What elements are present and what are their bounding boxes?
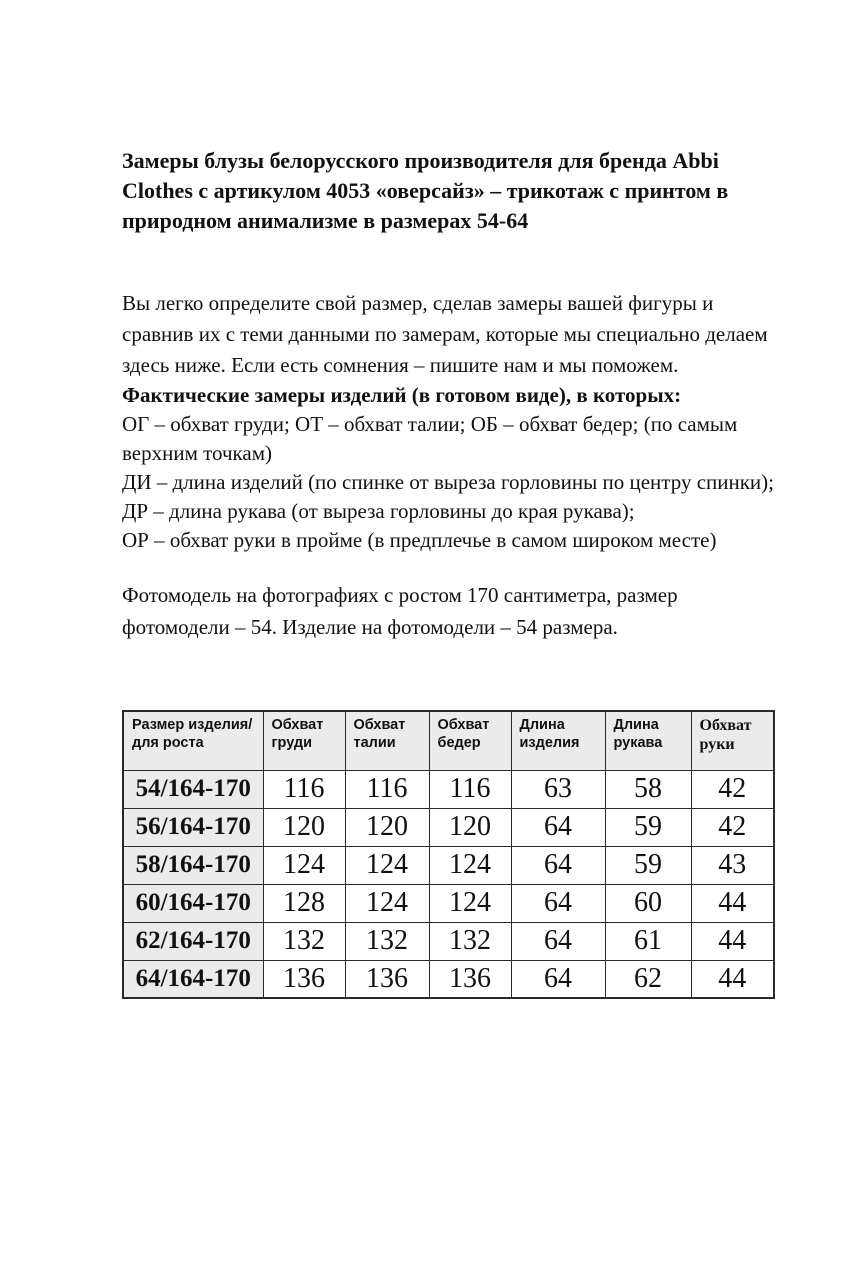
measurement-value-cell: 44 — [691, 884, 774, 922]
measurement-value-cell: 136 — [345, 960, 429, 998]
table-row — [123, 960, 774, 998]
measurement-value-cell: 64 — [511, 846, 605, 884]
definition-or: ОР – обхват руки в пройме (в предплечье в самом широком месте) — [122, 528, 717, 552]
measurement-value-cell: 64 — [511, 960, 605, 998]
header-chest-girth: Обхват груди — [263, 711, 345, 770]
measurement-value-cell: 120 — [263, 808, 345, 846]
measurement-value-cell: 132 — [429, 922, 511, 960]
measurement-value-cell: 59 — [605, 808, 691, 846]
measurement-value-cell: 60 — [605, 884, 691, 922]
measurement-value-cell: 116 — [429, 770, 511, 808]
size-table-body — [123, 770, 774, 998]
measurement-value-cell: 44 — [691, 922, 774, 960]
measurement-value-cell: 116 — [345, 770, 429, 808]
size-label-cell: 54/164-170 — [123, 770, 263, 808]
measurements-heading: Фактические замеры изделий (в готовом виде), в которых: — [122, 383, 682, 407]
measurement-value-cell: 59 — [605, 846, 691, 884]
measurement-value-cell: 116 — [263, 770, 345, 808]
size-label-cell: 62/164-170 — [123, 922, 263, 960]
measurement-value-cell: 128 — [263, 884, 345, 922]
measurement-value-cell: 64 — [511, 922, 605, 960]
table-row — [123, 770, 774, 808]
header-arm-girth: Обхват руки — [691, 711, 774, 770]
measurement-value-cell: 62 — [605, 960, 691, 998]
model-note: Фотомодель на фотографиях с ростом 170 сантиметра, размер фотомодели – 54. Изделие на фотомодели – 54 размера. — [122, 583, 678, 639]
header-waist-girth: Обхват талии — [345, 711, 429, 770]
measurement-value-cell: 42 — [691, 770, 774, 808]
measurement-value-cell: 58 — [605, 770, 691, 808]
measurement-value-cell: 124 — [429, 846, 511, 884]
header-size-for-height: Размер изделия/для роста — [123, 711, 263, 770]
size-label-cell: 64/164-170 — [123, 960, 263, 998]
measurements-section — [122, 381, 784, 555]
table-row — [123, 922, 774, 960]
measurement-value-cell: 124 — [263, 846, 345, 884]
measurement-value-cell: 63 — [511, 770, 605, 808]
measurement-value-cell: 124 — [345, 884, 429, 922]
definition-og-ot-ob: ОГ – обхват груди; ОТ – обхват талии; ОБ – обхват бедер; (по самым верхним точкам) — [122, 412, 738, 465]
header-item-length: Длина изделия — [511, 711, 605, 770]
header-sleeve-length: Длина рукава — [605, 711, 691, 770]
table-header-row — [123, 711, 774, 770]
definition-dr: ДР – длина рукава (от выреза горловины до края рукава); — [122, 499, 635, 523]
measurement-value-cell: 44 — [691, 960, 774, 998]
measurement-value-cell: 120 — [345, 808, 429, 846]
measurement-value-cell: 43 — [691, 846, 774, 884]
measurement-value-cell: 124 — [345, 846, 429, 884]
measurement-value-cell: 132 — [345, 922, 429, 960]
document-title: Замеры блузы белорусского производителя для бренда Abbi Clothes с артикулом 4053 «оверсайз» – трикотаж с принтом в природном анимализме в размерах 54-64 — [122, 148, 729, 233]
table-row — [123, 884, 774, 922]
intro-paragraph: Вы легко определите свой размер, сделав замеры вашей фигуры и сравнив их с теми данными по замерам, которые мы специально делаем здесь ниже. Если есть сомнения – пишите нам и мы поможем. — [122, 291, 768, 377]
size-label-cell: 58/164-170 — [123, 846, 263, 884]
measurement-value-cell: 132 — [263, 922, 345, 960]
table-row — [123, 808, 774, 846]
measurement-value-cell: 136 — [263, 960, 345, 998]
measurement-value-cell: 124 — [429, 884, 511, 922]
header-hip-girth: Обхват бедер — [429, 711, 511, 770]
measurement-value-cell: 61 — [605, 922, 691, 960]
size-label-cell: 56/164-170 — [123, 808, 263, 846]
size-table — [122, 710, 775, 999]
definition-di: ДИ – длина изделий (по спинке от выреза горловины по центру спинки); — [122, 470, 774, 494]
measurement-value-cell: 136 — [429, 960, 511, 998]
measurement-value-cell: 64 — [511, 884, 605, 922]
size-label-cell: 60/164-170 — [123, 884, 263, 922]
measurement-value-cell: 120 — [429, 808, 511, 846]
measurement-value-cell: 42 — [691, 808, 774, 846]
measurement-value-cell: 64 — [511, 808, 605, 846]
table-row — [123, 846, 774, 884]
